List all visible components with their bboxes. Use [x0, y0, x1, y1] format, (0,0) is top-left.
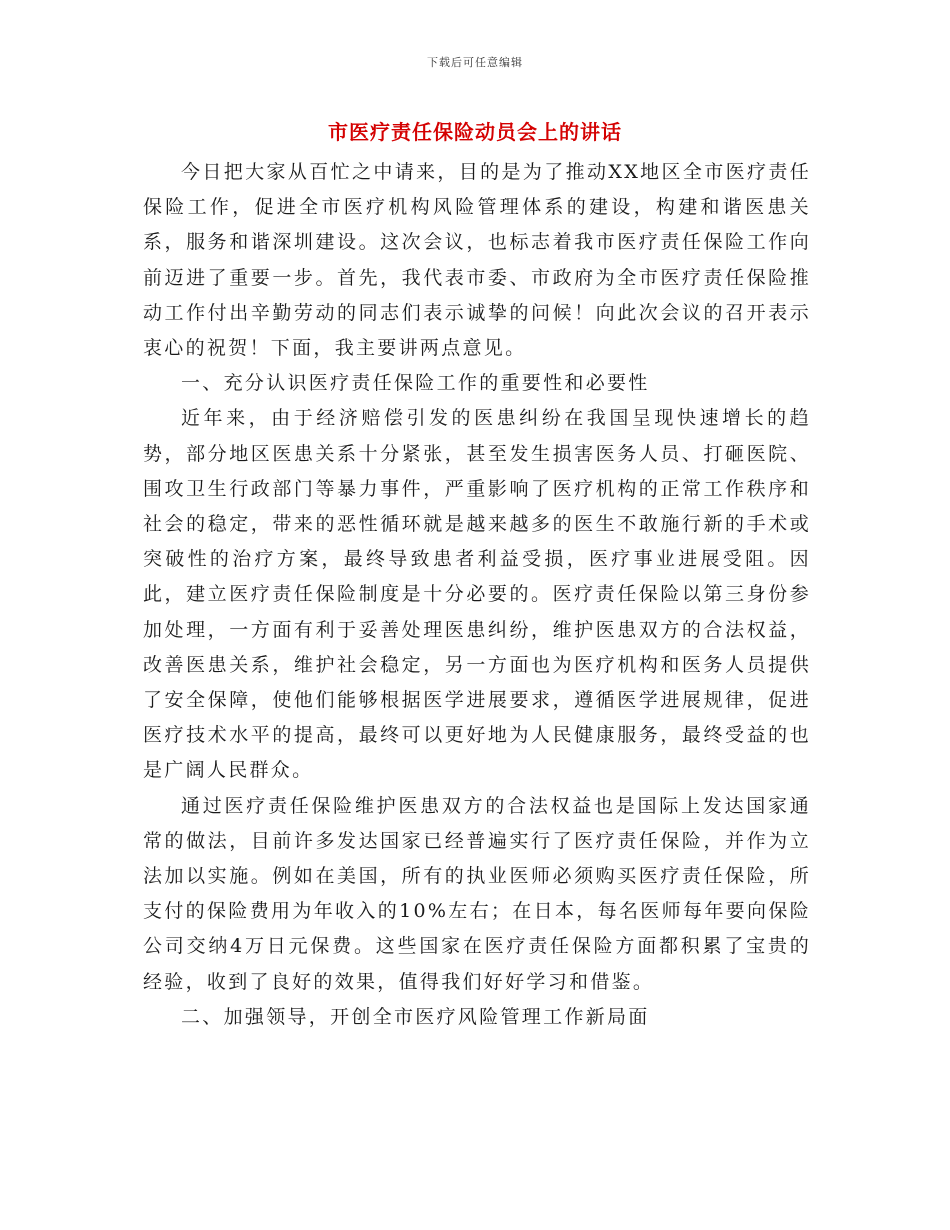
paragraph-international: 通过医疗责任保险维护医患双方的合法权益也是国际上发达国家通常的做法，目前许多发达国家已经普遍实行了医疗责任保险，并作为立法加以实施。例如在美国，所有的执业医师必须购买医疗责任保险，所支付的保险费用为年收入的10%左右；在日本，每名医师每年要向保险公司交纳4万日元保费。这些国家在医疗责任保险方面都积累了宝贵的经验，收到了良好的效果，值得我们好好学习和借鉴。	[143, 794, 811, 993]
paragraph-intro: 今日把大家从百忙之中请来，目的是为了推动XX地区全市医疗责任保险工作，促进全市医疗机构风险管理体系的建设，构建和谐医患关系，服务和谐深圳建设。这次会议，也标志着我市医疗责任保险工作向前迈进了重要一步。首先，我代表市委、市政府为全市医疗责任保险推动工作付出辛勤劳动的同志们表示诚挚的问候！向此次会议的召开表示衷心的祝贺！下面，我主要讲两点意见。	[143, 161, 811, 360]
section-heading-1: 一、充分认识医疗责任保险工作的重要性和必要性	[181, 372, 650, 395]
document-title: 市医疗责任保险动员会上的讲话	[328, 120, 622, 144]
section-heading-2: 二、加强领导，开创全市医疗风险管理工作新局面	[181, 1005, 650, 1028]
paragraph-background: 近年来，由于经济赔偿引发的医患纠纷在我国呈现快速增长的趋势，部分地区医患关系十分紧张，甚至发生损害医务人员、打砸医院、围攻卫生行政部门等暴力事件，严重影响了医疗机构的正常工作秩序和社会的稳定，带来的恶性循环就是越来越多的医生不敢施行新的手术或突破性的治疗方案，最终导致患者利益受损，医疗事业进展受阻。因此，建立医疗责任保险制度是十分必要的。医疗责任保险以第三身份参加处理，一方面有利于妥善处理医患纠纷，维护医患双方的合法权益，改善医患关系，维护社会稳定，另一方面也为医疗机构和医务人员提供了安全保障，使他们能够根据医学进展要求，遵循医学进展规律，促进医疗技术水平的提高，最终可以更好地为人民健康服务，最终受益的也是广阔人民群众。	[143, 407, 811, 782]
header-note: 下载后可任意编辑	[427, 56, 523, 69]
document-body	[143, 155, 811, 1035]
